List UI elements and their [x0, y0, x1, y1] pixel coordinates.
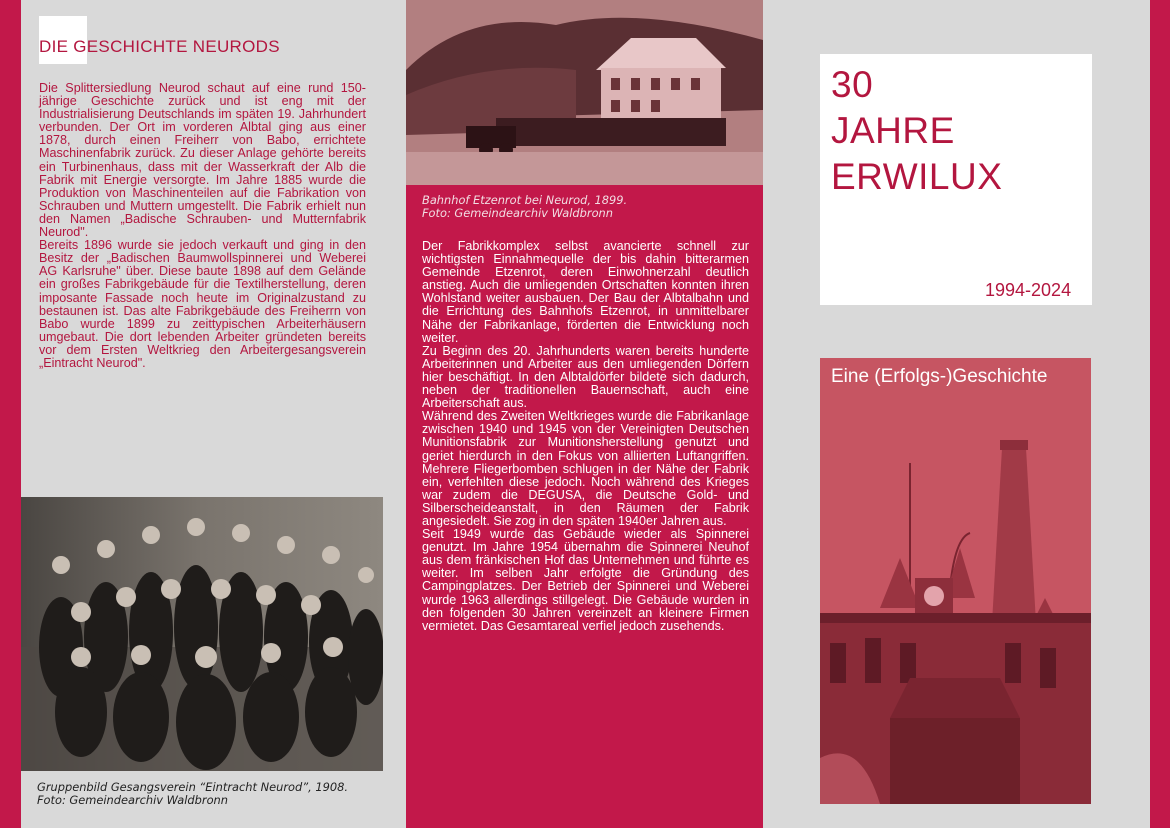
- station-photo-caption-credit: Foto: Gemeindearchiv Waldbronn: [422, 206, 613, 220]
- middle-body-text: [422, 240, 749, 633]
- station-photo-image: [406, 0, 763, 185]
- factory-photo-image: [820, 358, 1091, 804]
- middle-paragraph-2: Zu Beginn des 20. Jahrhunderts waren bereits hunderte Arbeiterinnen und Arbeiter aus den umliegenden Dörfern hier beschäftigt. In den Albtaldörfer bildete sich dadurch, neben der traditionellen Bauernschaft, auch eine Arbeiterschaft aus.: [422, 343, 749, 411]
- subtitle: Eine (Erfolgs-)Geschichte: [831, 366, 1048, 387]
- main-title-line-1: 30: [831, 64, 874, 105]
- middle-paragraph-1: Der Fabrikkomplex selbst avancierte schnell zur wichtigsten Einnahmequelle der bis dahin bitterarmen Gemeinde Etzenrot, deren Einwohnerzahl deutlich anstieg. Auch die umliegenden Ortschaften konnten ihren Wohlstand weiter ausbauen. Der Bau der Albtalbahn und die Errichtung des Bahnhofs Etzenrot, in unmittelbarer Nähe der Fabrikanlage, förderten die Entwicklung noch weiter.: [422, 239, 749, 345]
- right-edge-stripe: [1150, 0, 1170, 828]
- left-heading: DIE GESCHICHTE NEURODS: [39, 37, 280, 56]
- main-title-line-2: JAHRE: [831, 110, 955, 151]
- station-photo-caption: [422, 194, 627, 220]
- group-photo-image: [21, 497, 383, 771]
- middle-paragraph-4: Seit 1949 wurde das Gebäude wieder als Spinnerei genutzt. Im Jahre 1954 übernahm die Spinnerei Neuhof aus dem fränkischen Hof das Unternehmen und führte es weiter. Im selben Jahr erfolgte die Gründung des Campingplatzes. Der Betrieb der Spinnerei und Weberei wurde 1963 allerdings stillgelegt. Die Gebäude wurden in den folgenden 30 Jahren vereinzelt an kleinere Firmen vermietet. Das Gesamtareal verfiel jedoch zusehends.: [422, 527, 749, 633]
- factory-photo: [820, 358, 1091, 804]
- group-photo: [21, 497, 383, 771]
- main-title-line-3: ERWILUX: [831, 156, 1003, 197]
- left-paragraph-2: Bereits 1896 wurde sie jedoch verkauft und ging in den Besitz der „Badischen Baumwollspinnerei und Weberei AG Karlsruhe" über. Diese baute 1898 auf dem Gelände ein großes Fabrikgebäude für die Textilherstellung, deren imposante Fassade noch heute im Originalzustand zu bestaunen ist. Das alte Fabrikgebäude des Freiherrn von Babo wurde 1899 zu zeittypischen Arbeiterhäusern umgebaut. Die dort lebenden Arbeiter gründeten bereits vor dem Ersten Weltkrieg den Arbeitergesangsverein „Eintracht Neurod".: [39, 238, 366, 370]
- group-photo-caption-title: Gruppenbild Gesangsverein “Eintracht Neurod”, 1908.: [37, 780, 348, 794]
- year-range: 1994-2024: [985, 280, 1072, 300]
- left-paragraph-1: Die Splittersiedlung Neurod schaut auf eine rund 150-jährige Geschichte zurück und ist eng mit der Industrialisierung Deutschlands im späten 19. Jahrhundert verbunden. Der Ort im vorderen Albtal ging aus einer 1878, durch einen Freiherr von Babo, errichtete Maschinenfabrik zurück. Zu dieser Anlage gehörte bereits ein Turbinenhaus, dass mit der Wasserkraft der Alb die Fabrik mit Energie versorgte. Im Jahre 1885 wurde die Produktion von Maschinenteilen auf die Fabrikation von Schrauben und Muttern umgestellt. Die Fabrik erhielt nun den Namen „Badische Schrauben- und Mutternfabrik Neurod".: [39, 81, 366, 240]
- group-photo-caption: [37, 781, 348, 807]
- main-title: [831, 62, 1002, 200]
- middle-paragraph-3: Während des Zweiten Weltkrieges wurde die Fabrikanlage zwischen 1940 und 1945 von der Vereinigten Deutschen Munitionsfabrik zur Munitionsherstellung genutzt und geriet hierdurch in den Fokus von alliierten Luftangriffen. Mehrere Fliegerbomben schlugen in der Nähe der Fabrik ein, verfehlten diese jedoch. Noch während des Krieges war zudem die DEGUSA, die Deutsche Gold- und Silberscheideanstalt, in den Räumen der Fabrik angesiedelt. Sie zog in den späten 1940er Jahren aus.: [422, 409, 749, 528]
- station-photo: [406, 0, 763, 185]
- left-edge-stripe: [0, 0, 21, 828]
- group-photo-caption-credit: Foto: Gemeindearchiv Waldbronn: [37, 793, 228, 807]
- station-photo-caption-title: Bahnhof Etzenrot bei Neurod, 1899.: [422, 193, 628, 207]
- left-body-text: [39, 82, 366, 370]
